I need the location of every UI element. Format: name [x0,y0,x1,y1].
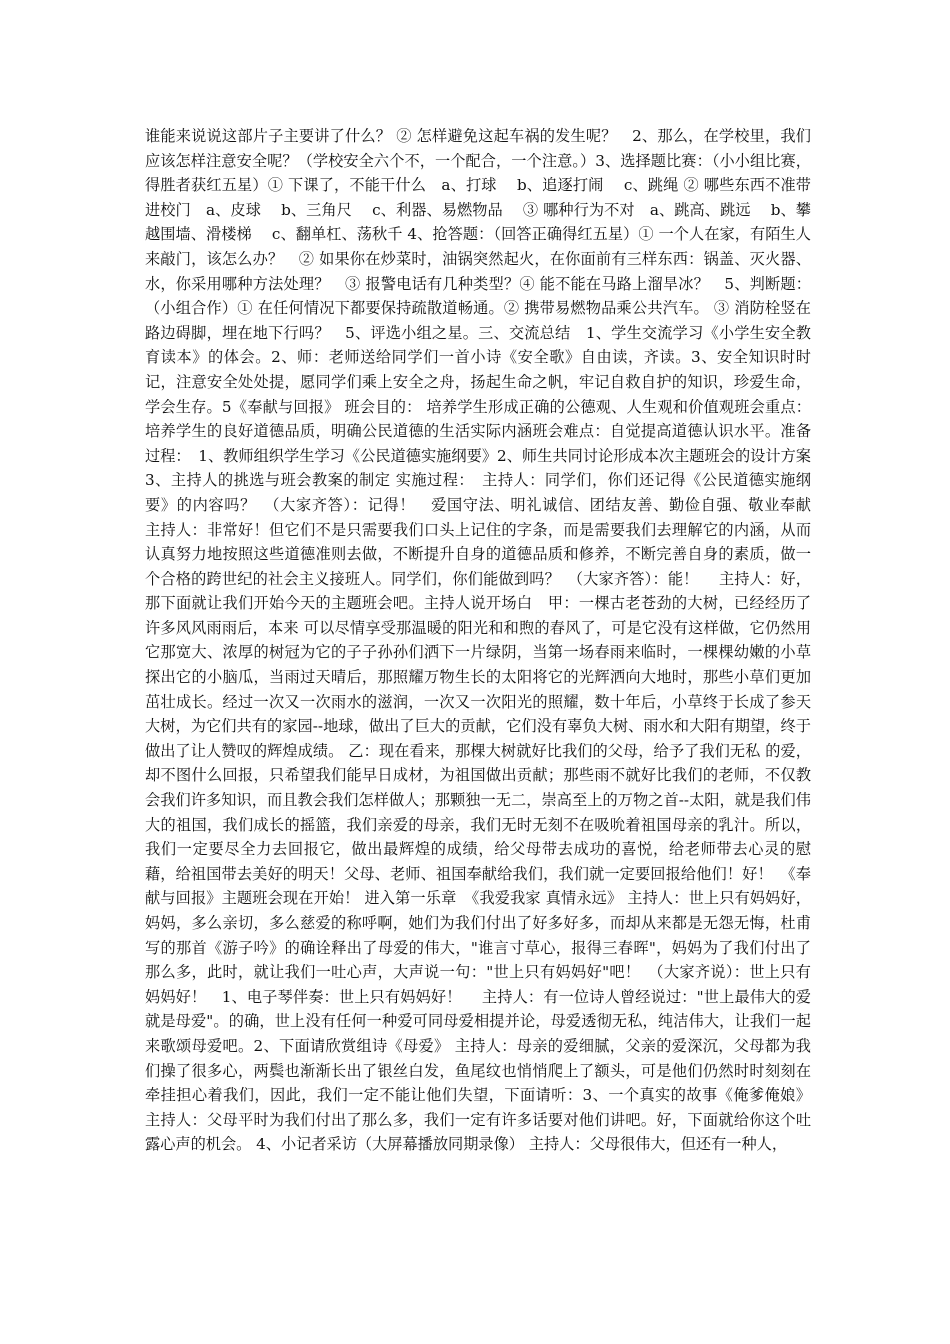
body-paragraph: 谁能来说说这部片子主要讲了什么？ ② 怎样避免这起车祸的发生呢？ 2、那么，在学校里，我们应该怎样注意安全呢？（学校安全六个不，一个配合，一个注意。）3、选择题比赛：（小小组比赛，得胜者获红五星）① 下课了，不能干什么 a、打球 b、追逐打闹 c、跳绳 ② 哪些东西不准带进校门 a、皮球 b、三角尺 c、利器、易燃物品 ③ 哪种行为不对 a、跳高、跳远 b、攀越围墙、滑楼梯 c、翻单杠、荡秋千 4、抢答题：（回答正确得红五星）① 一个人在家，有陌生人来敲门，该怎么办？ ② 如果你在炒菜时，油锅突然起火，在你面前有三样东西：锅盖、灭火器、水，你采用哪种方法处理？ ③ 报警电话有几种类型？④ 能不能在马路上溜旱冰？ 5、判断题：（小组合作）① 在任何情况下都要保持疏散道畅通。② 携带易燃物品乘公共汽车。 ③ 消防栓竖在路边碍脚，埋在地下行吗？ 5、评选小组之星。三、交流总结 1、学生交流学习《小学生安全教育读本》的体会。2、师：老师送给同学们一首小诗《安全歌》自由读，齐读。3、安全知识时时记，注意安全处处提，愿同学们乘上安全之舟，扬起生命之帆，牢记自救自护的知识，珍爱生命，学会生存。5《奉献与回报》 班会目的： 培养学生形成正确的公德观、人生观和价值观班会重点：培养学生的良好道德品质，明确公民道德的生活实际内涵班会难点：自觉提高道德认识水平。准备过程： 1、教师组织学生学习《公民道德实施纲要》2、师生共同讨论形成本次主题班会的设计方案 3、主持人的挑选与班会教案的制定 实施过程： 主持人：同学们，你们还记得《公民道德实施纲要》的内容吗？ （大家齐答）：记得！ 爱国守法、明礼诚信、团结友善、勤俭自强、敬业奉献 主持人：非常好！但它们不是只需要我们口头上记住的字条，而是需要我们去理解它的内涵，从而认真努力地按照这些道德准则去做，不断提升自身的道德品质和修养，不断完善自身的素质，做一个合格的跨世纪的社会主义接班人。同学们，你们能做到吗？ （大家齐答）：能！ 主持人：好，那下面就让我们开始今天的主题班会吧。主持人说开场白 甲：一棵古老苍劲的大树，已经经历了许多风风雨雨后，本来 可以尽情享受那温暖的阳光和和煦的春风了，可是它没有这样做，它仍然用它那宽大、浓厚的树冠为它的子子孙孙们洒下一片绿阴，当第一场春雨来临时，一棵棵幼嫩的小草探出它的小脑瓜，当雨过天晴后，那照耀万物生长的太阳将它的光辉洒向大地时，那些小草们更加茁壮成长。经过一次又一次雨水的滋润，一次又一次阳光的照耀，数十年后，小草终于长成了参天大树，为它们共有的家园--地球，做出了巨大的贡献，它们没有辜负大树、雨水和大阳有期望，终于做出了让人赞叹的辉煌成绩。 乙：现在看来，那棵大树就好比我们的父母，给予了我们无私 的爱，却不图什么回报，只希望我们能早日成材，为祖国做出贡献；那些雨不就好比我们的老师，不仅教会我们许多知识，而且教会我们怎样做人；那颗独一无二，崇高至上的万物之首--太阳，就是我们伟大的祖国，我们成长的摇篮，我们亲爱的母亲，我们无时无刻不在吸吮着祖国母亲的乳汁。所以，我们一定要尽全力去回报它，做出最辉煌的成绩，给父母带去成功的喜悦，给老师带去心灵的慰藉，给祖国带去美好的明天！父母、老师、祖国奉献给我们，我们就一定要回报给他们！好！ 《奉献与回报》主题班会现在开始！ 进入第一乐章 《我爱我家 真情永远》 主持人：世上只有妈妈好，妈妈，多么亲切，多么慈爱的称呼啊，她们为我们付出了好多好多，而却从来都是无怨无悔，杜甫写的那首《游子吟》的确诠释出了母爱的伟大，"谁言寸草心，报得三春晖"，妈妈为了我们付出了那么多，此时，就让我们一吐心声，大声说一句："世上只有妈妈好"吧！ （大家齐说）：世上只有妈妈好！ 1、电子琴伴奏：世上只有妈妈好！ 主持人：有一位诗人曾经说过："世上最伟大的爱就是母爱"。的确，世上没有任何一种爱可同母爱相提并论，母爱透彻无私，纯洁伟大，让我们一起来歌颂母爱吧。2、下面请欣赏组诗《母爱》 主持人：母亲的爱细腻，父亲的爱深沉，父母都为我们操了很多心，两鬓也渐渐长出了银丝白发，鱼尾纹也悄悄爬上了额头，可是他们仍然时时刻刻在牵挂担心着我们，因此，我们一定不能让他们失望，下面请听：3、一个真实的故事《俺爹俺娘》 主持人：父母平时为我们付出了那么多，我们一定有许多话要对他们讲吧。好，下面就给你这个吐露心声的机会。 4、小记者采访（大屏幕播放同期录像） 主持人：父母很伟大，但还有一种人， [145,127,827,1154]
